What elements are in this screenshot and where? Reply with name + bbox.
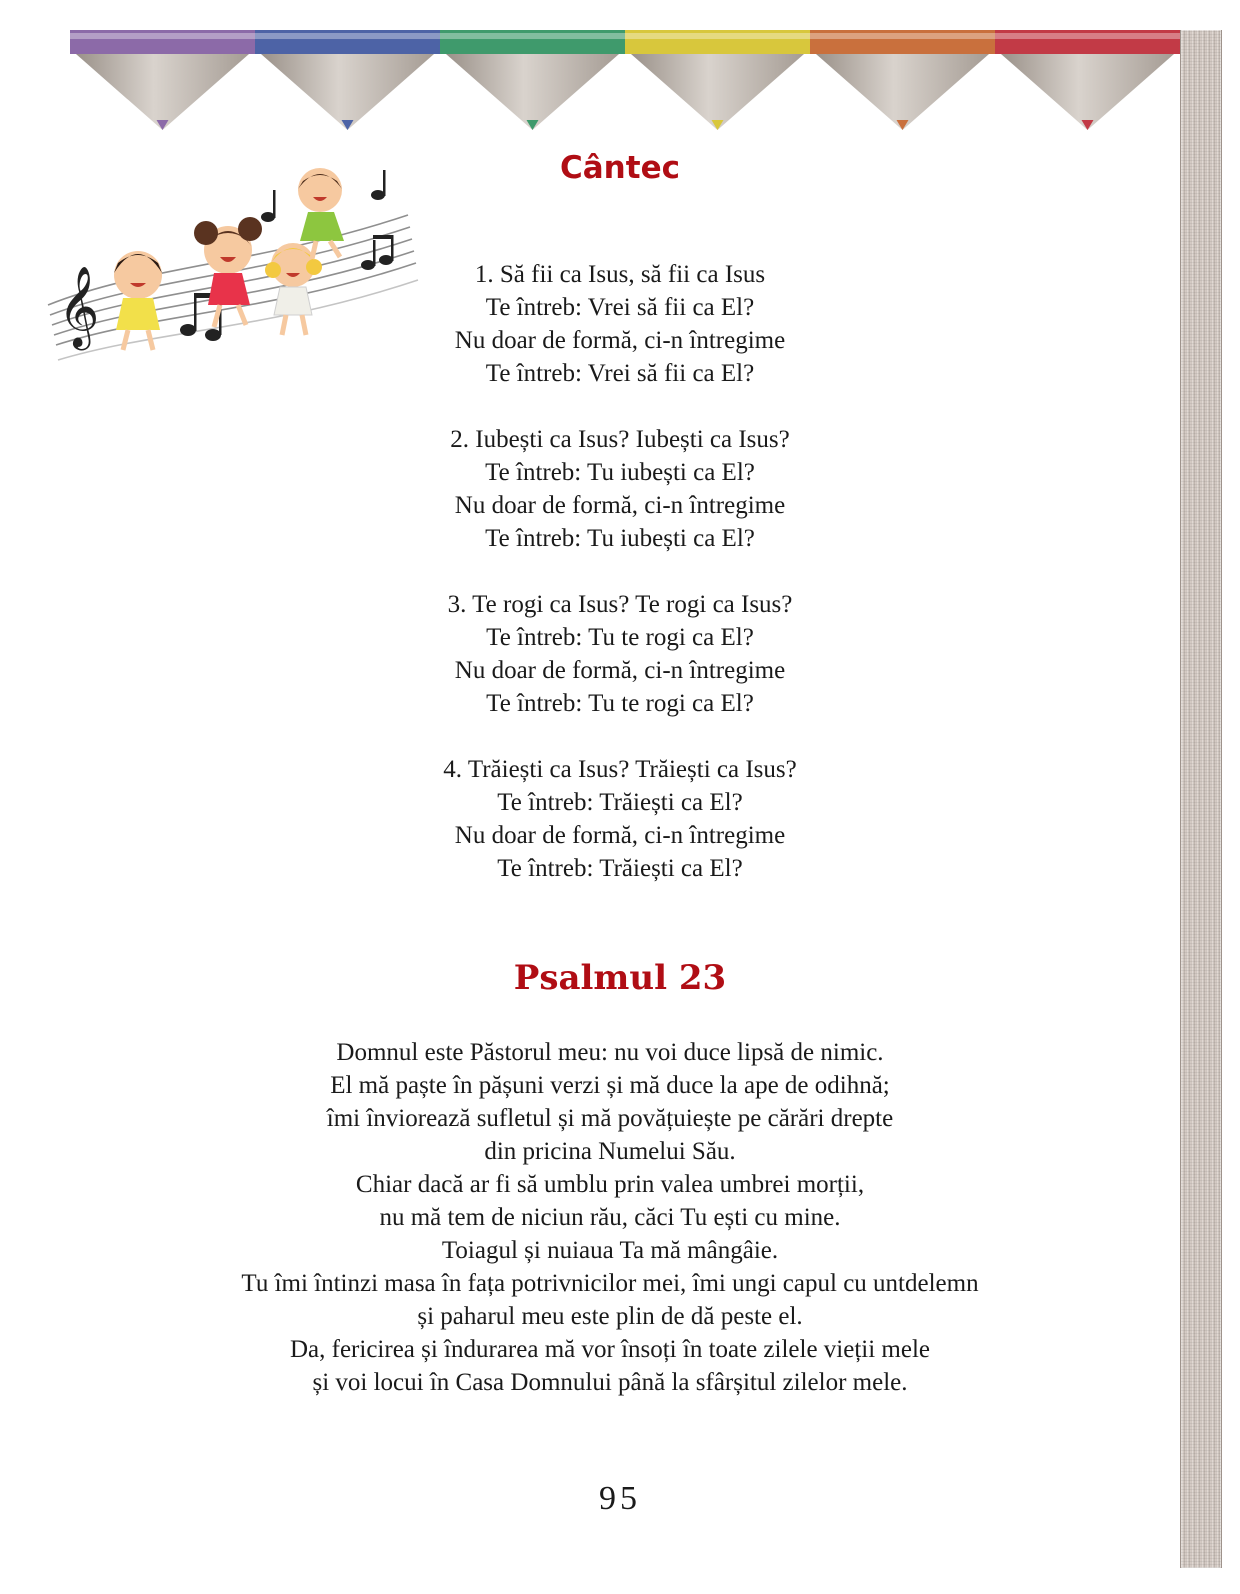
page-number: 95 bbox=[599, 1480, 641, 1517]
psalm-text bbox=[150, 1036, 1070, 1399]
song-verse bbox=[310, 753, 930, 885]
song-verse-line: 4. Trăiești ca Isus? Trăiești ca Isus? bbox=[443, 756, 797, 783]
pencil-tip bbox=[631, 54, 804, 130]
song-verse-line: Nu doar de formă, ci-n întregime bbox=[454, 327, 786, 354]
pencil-tip bbox=[76, 54, 249, 130]
pencil-highlight bbox=[440, 33, 625, 39]
song-verse-line: Te întreb: Tu te rogi ca El? bbox=[486, 690, 754, 717]
psalm-line: Tu îmi întinzi masa în fața potrivnicilor mei, îmi ungi capul cu untdelemn bbox=[241, 1270, 979, 1297]
pencil-tip bbox=[446, 54, 619, 130]
song-verse-line: Te întreb: Trăiești ca El? bbox=[497, 855, 743, 882]
pencil-highlight bbox=[995, 33, 1180, 39]
pencil-tip bbox=[261, 54, 434, 130]
psalm-title: Psalmul 23 bbox=[513, 958, 727, 998]
song-verse bbox=[310, 588, 930, 720]
pencil-highlight bbox=[625, 33, 810, 39]
song-verse-line: 3. Te rogi ca Isus? Te rogi ca Isus? bbox=[447, 591, 793, 618]
pencil-highlight bbox=[70, 33, 255, 39]
song-verse-line: Nu doar de formă, ci-n întregime bbox=[454, 492, 786, 519]
song-verse bbox=[310, 258, 930, 390]
psalm-line: Domnul este Păstorul meu: nu voi duce lipsă de nimic. bbox=[336, 1039, 884, 1066]
psalm-line: nu mă tem de niciun rău, căci Tu ești cu mine. bbox=[379, 1204, 841, 1231]
song-verse-line: Te întreb: Tu iubești ca El? bbox=[485, 459, 755, 486]
pencil-border-illustration bbox=[70, 30, 1180, 140]
pencil-tip bbox=[816, 54, 989, 130]
psalm-line: Chiar dacă ar fi să umblu prin valea umbrei morții, bbox=[355, 1171, 865, 1198]
song-verse-line: Nu doar de formă, ci-n întregime bbox=[454, 657, 786, 684]
psalm-line: Toiagul și nuiaua Ta mă mângâie. bbox=[441, 1237, 779, 1264]
song-verse-line: Te întreb: Vrei să fii ca El? bbox=[485, 294, 755, 321]
song-verse bbox=[310, 423, 930, 555]
song-verse-line: Nu doar de formă, ci-n întregime bbox=[454, 822, 786, 849]
song-verse-line: Te întreb: Tu iubești ca El? bbox=[485, 525, 755, 552]
pencil-highlight bbox=[255, 33, 440, 39]
svg-text:𝄞: 𝄞 bbox=[58, 265, 100, 347]
side-border-strip bbox=[1180, 30, 1222, 1568]
song-verse-line: Te întreb: Trăiești ca El? bbox=[497, 789, 743, 816]
pencil-tip bbox=[1001, 54, 1174, 130]
psalm-line: și paharul meu este plin de dă peste el. bbox=[417, 1303, 803, 1330]
song-verse-line: Te întreb: Vrei să fii ca El? bbox=[485, 360, 755, 387]
psalm-line: și voi locui în Casa Domnului până la sfârșitul zilelor mele. bbox=[312, 1369, 908, 1396]
psalm-line: îmi înviorează sufletul și mă povățuiește pe cărări drepte bbox=[326, 1105, 894, 1132]
psalm-line: El mă paște în pășuni verzi și mă duce la ape de odihnă; bbox=[330, 1072, 890, 1099]
psalm-line: din pricina Numelui Său. bbox=[484, 1138, 736, 1165]
song-verse-line: 2. Iubești ca Isus? Iubești ca Isus? bbox=[450, 426, 790, 453]
pencil-highlight bbox=[810, 33, 995, 39]
song-verse-line: 1. Să fii ca Isus, să fii ca Isus bbox=[474, 261, 766, 288]
song-title: Cântec bbox=[560, 150, 680, 186]
song-lyrics bbox=[310, 258, 930, 918]
song-verse-line: Te întreb: Tu te rogi ca El? bbox=[486, 624, 754, 651]
psalm-line: Da, fericirea și îndurarea mă vor însoți în toate zilele vieții mele bbox=[289, 1336, 930, 1363]
